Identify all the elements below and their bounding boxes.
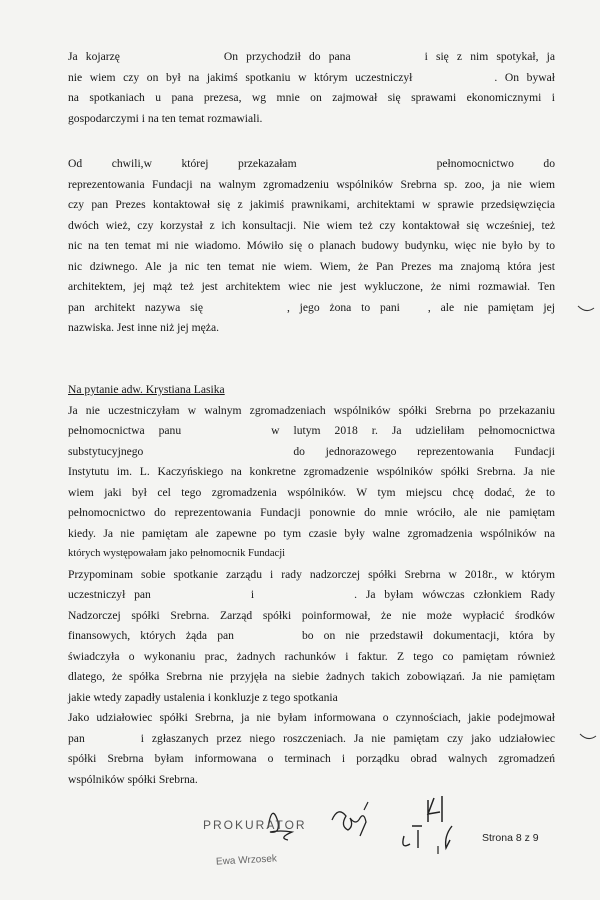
p2-line-3: czy pan Prezes kontaktował się z jakimiś prawnikami, architektami w sprawie przedsięwzięcia <box>68 198 555 211</box>
text-segment: i <box>250 588 255 601</box>
text-segment: , jego żona to pani <box>286 300 400 314</box>
text-segment: pan <box>68 731 85 745</box>
margin-mark <box>576 300 596 320</box>
text-segment: , ale nie pamiętam jej <box>427 300 555 314</box>
p2-line-5: nic na ten temat mi nie wiadomo. Mówiło się o planach budowy budynku, więc nie było by to <box>68 239 555 252</box>
p3-line-3 <box>68 442 555 463</box>
p3-line-17 <box>68 729 555 750</box>
p2-line-9: nazwiska. Jest inne niż jej męża. <box>68 321 219 334</box>
text-segment: . Ja byłam wówczas członkiem Rady <box>354 588 555 601</box>
p1-line-1 <box>68 47 555 68</box>
section-heading: Na pytanie adw. Krystiana Lasika <box>68 383 225 396</box>
text-segment: Ja kojarzę <box>68 50 120 63</box>
text-segment: pełnomocnictwo do <box>436 157 555 170</box>
p3-line-2 <box>68 421 555 442</box>
paragraph-3 <box>68 380 555 790</box>
p2-line-6: nic dziwnego. Ale ja nic ten temat nie wiem. Wiem, że Pan Prezes ma znajomą która jest <box>68 259 555 273</box>
text-segment: pan architekt nazywa się <box>68 300 203 314</box>
p3-line-11: Nadzorczej spółki Srebrna. Zarząd spółki poinformował, że nie może wypłacić środków <box>68 608 555 622</box>
text-segment: On przychodził do pana <box>223 50 351 63</box>
p3-line-8: których występowałam jako pełnomocnik Fundacji <box>68 548 286 559</box>
p2-line-4: dwóch wież, czy korzystał z ich konsultacji. Nie wiem też czy kontaktował się wcześniej, też <box>68 218 555 232</box>
p1-line-2 <box>68 68 555 89</box>
margin-mark <box>578 728 598 748</box>
paragraph-1 <box>68 47 555 129</box>
p3-line-1: Ja nie uczestniczyłam w walnym zgromadzeniach wspólników spółki Srebrna po przekazaniu <box>68 403 555 417</box>
p3-line-6: pełnomocnictwo do reprezentowania Fundacji ponownie do mnie wróciło, ale nie pamiętam <box>68 506 555 519</box>
p3-line-4: Instytutu im. L. Kaczyńskiego na konkretne zgromadzenie wspólników spółki Srebrna. Ja nie <box>68 465 555 478</box>
p3-line-5: wiem jaki był cel tego zgromadzenia wspólników. W tym miejscu chcę dodać, że to <box>68 485 555 499</box>
prosecutor-stamp: PROKURATOR <box>203 818 307 832</box>
p1-line-4: gospodarczymi i na ten temat rozmawiali. <box>68 111 263 125</box>
p3-line-19: wspólników spółki Srebrna. <box>68 772 198 786</box>
text-segment: uczestniczył pan <box>68 588 151 601</box>
p3-line-9: Przypominam sobie spotkanie zarządu i rady nadzorczej spółki Srebrna w 2018r., w którym <box>68 567 555 581</box>
p2-line-8 <box>68 298 555 319</box>
stamp-name: Ewa Wrzosek <box>215 853 278 868</box>
text-segment: substytucyjnego <box>68 444 144 458</box>
p2-line-1 <box>68 154 555 175</box>
p3-line-18: spółki Srebrna byłam informowana o terminach i porządku obrad walnych zgromadzeń <box>68 752 555 765</box>
p3-line-14: dlatego, że spółka Srebrna nie przyjęła na siebie żadnych takich zobowiązań. Ja nie pamiętam <box>68 670 555 683</box>
text-segment: bo on nie przedstawił dokumentacji, która by <box>301 629 555 642</box>
text-segment: nie wiem czy on był na jakimś spotkaniu w którym uczestniczył <box>68 70 413 84</box>
p3-line-16: Jako udziałowiec spółki Srebrna, ja nie byłam informowana o czynnościach, jakie podejmował <box>68 711 555 724</box>
p3-line-7: kiedy. Ja nie pamiętam ale zapewne po tym czasie były walne zgromadzenia wspólników na <box>68 526 555 540</box>
text-segment: i zgłaszanych przez niego roszczeniach. Ja nie pamiętam czy jako udziałowiec <box>140 731 555 745</box>
text-segment: do jednorazowego reprezentowania Fundacji <box>293 444 555 458</box>
text-segment: pełnomocnictwa panu <box>68 424 182 437</box>
p2-line-7: architektem, jej mąż też jest architektem wiec nie jest wykluczone, że nimi rozmawiał. Ten <box>68 280 555 293</box>
text-segment: w lutym 2018 r. Ja udzieliłam pełnomocnictwa <box>271 424 556 437</box>
p1-line-3: na spotkaniach u pana prezesa, wg mnie on zajmował się sprawami ekonomicznymi i <box>68 91 555 104</box>
page-number: Strona 8 z 9 <box>482 832 539 844</box>
p3-line-15: jakie wtedy zapadły ustalenia i konkluzje z tego spotkania <box>68 690 338 704</box>
text-segment: finansowych, których żąda pan <box>68 629 234 642</box>
text-segment: i się z nim spotykał, ja <box>424 50 556 63</box>
paragraph-2 <box>68 154 555 339</box>
p3-line-10 <box>68 585 555 606</box>
p3-line-12 <box>68 626 555 647</box>
p2-line-2: reprezentowania Fundacji na walnym zgromadzeniu wspólników Srebrna sp. zoo, ja nie wiem <box>68 177 555 191</box>
p3-line-13: świadczyła o wykonaniu prac, żadnych rachunków i faktur. Z tego co pamiętam również <box>68 649 555 663</box>
text-segment: . On bywał <box>494 70 555 84</box>
text-segment: Od chwili,w której przekazałam <box>68 157 297 170</box>
